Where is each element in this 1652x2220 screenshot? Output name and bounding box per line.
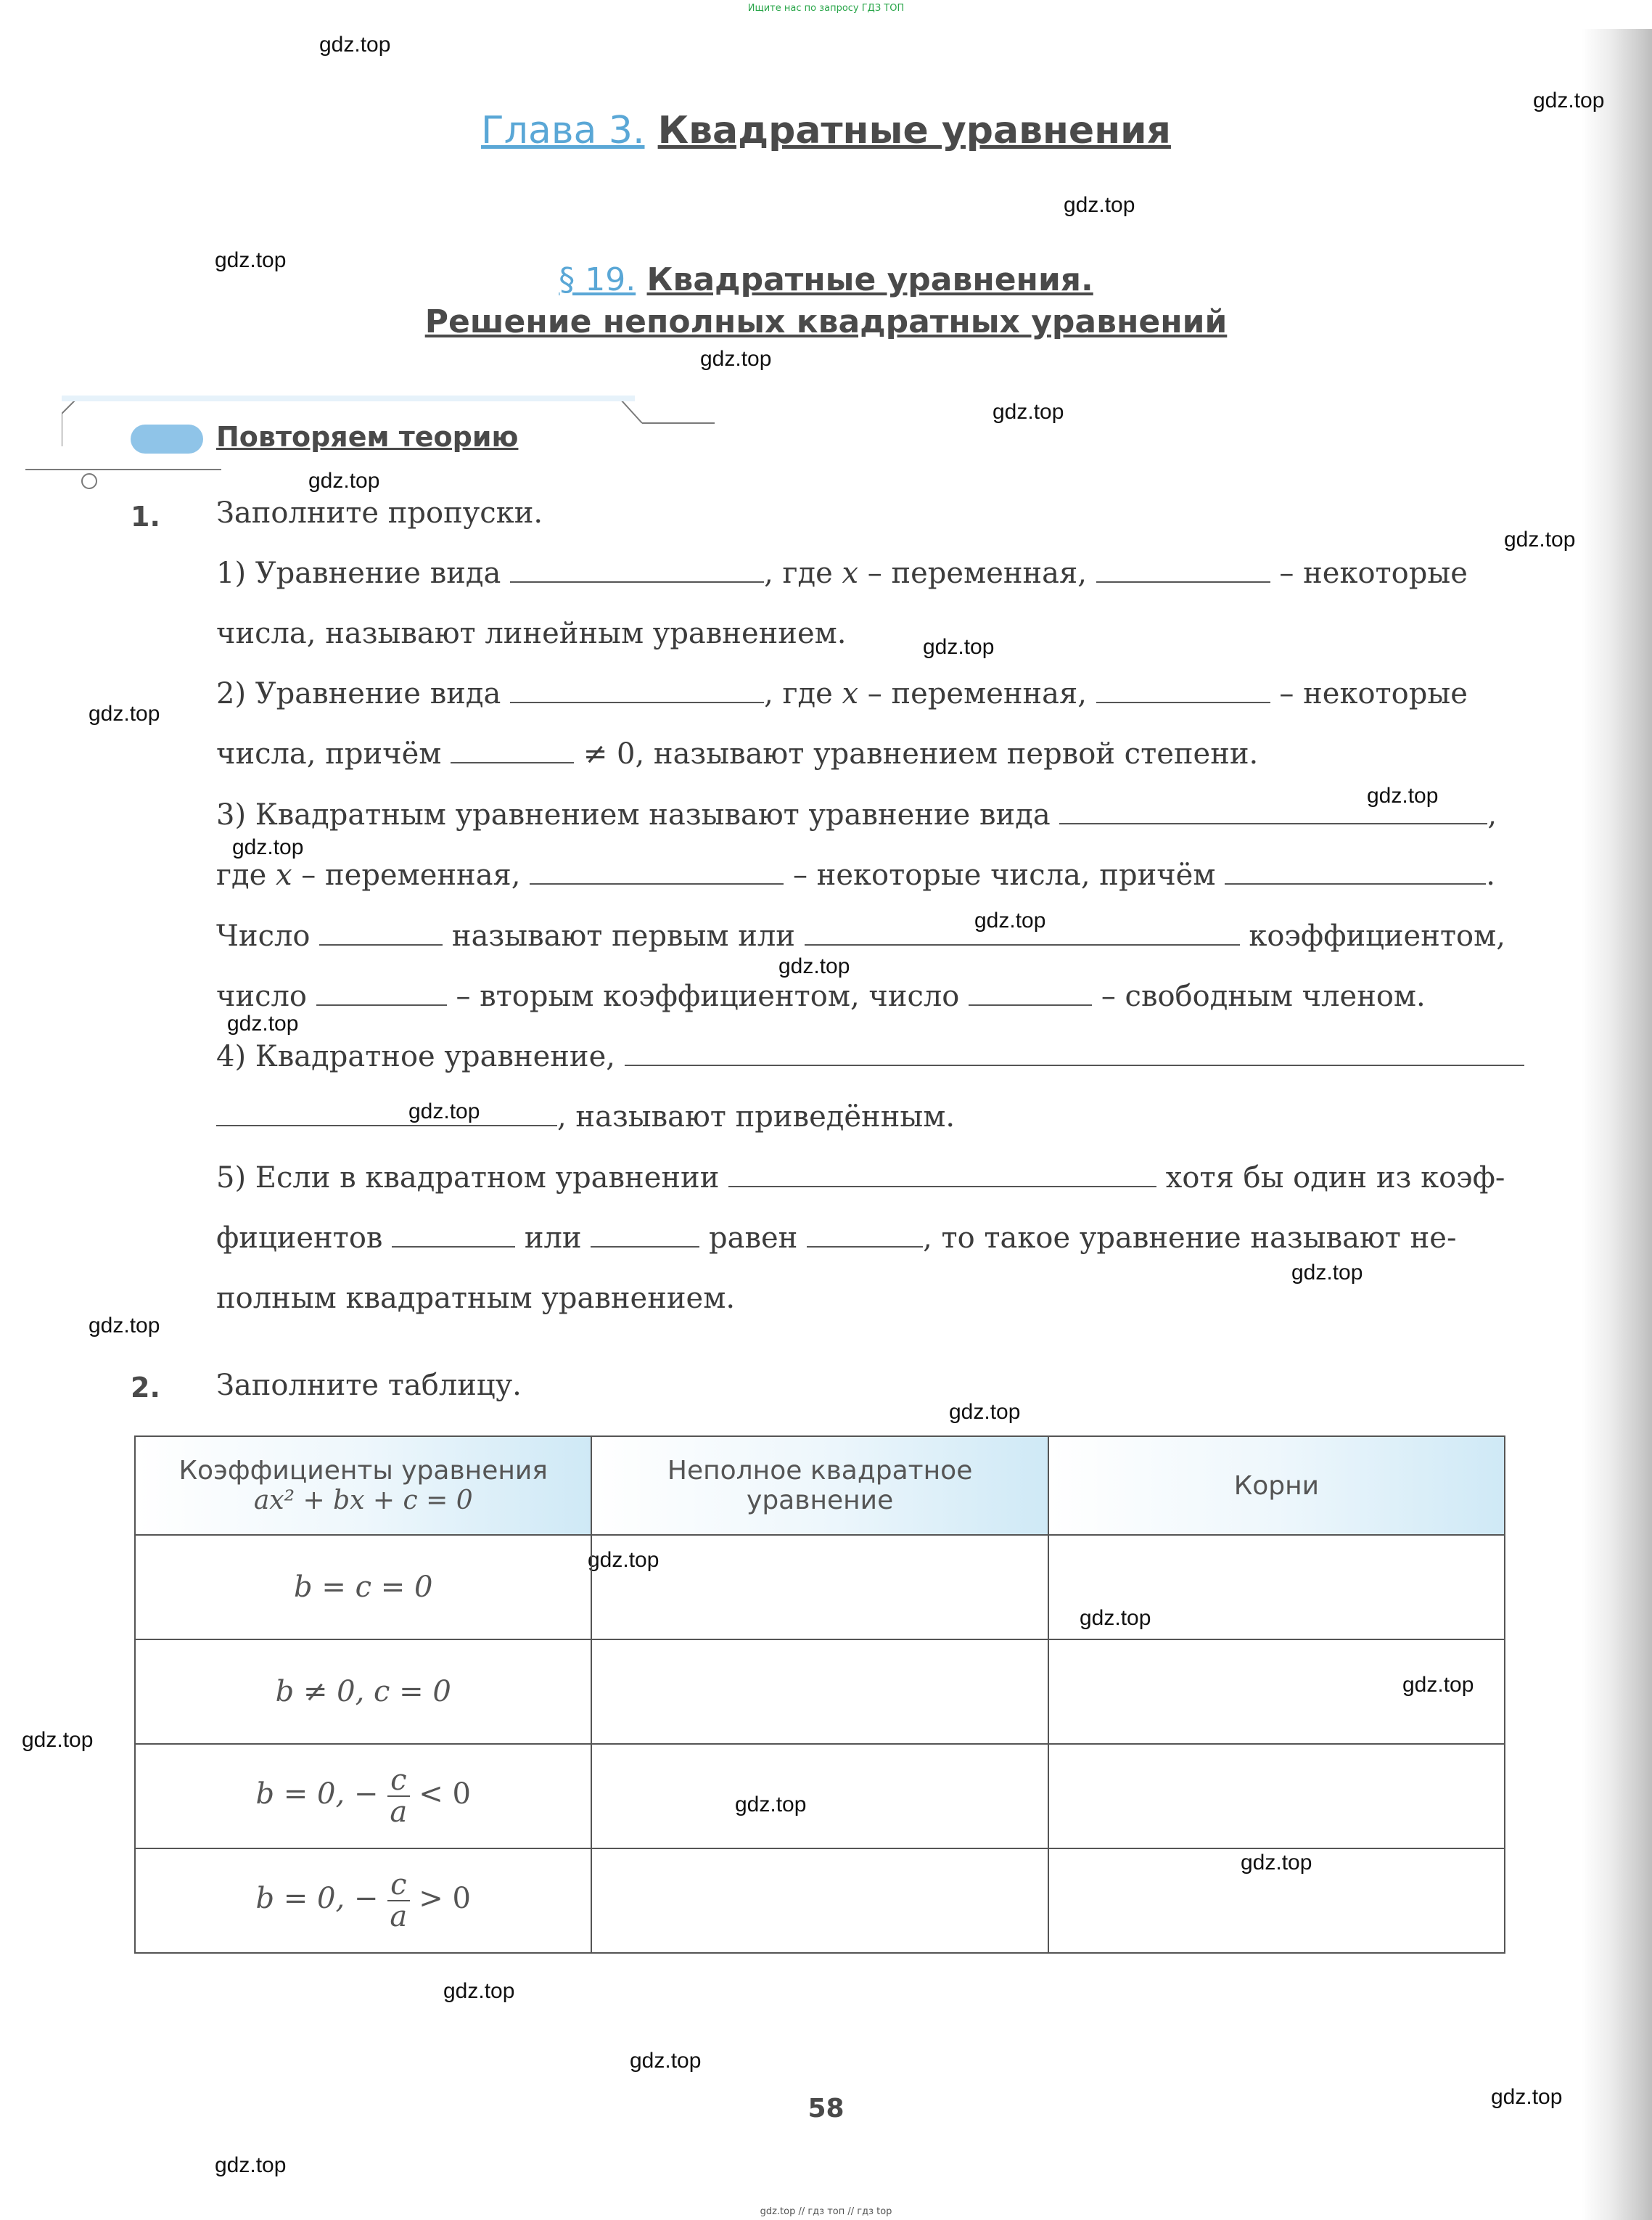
section-heading-line2 <box>0 303 1652 340</box>
table-header-row <box>135 1436 1505 1535</box>
text: равен <box>709 1221 798 1255</box>
roots-cell[interactable] <box>1048 1848 1505 1953</box>
fraction-numerator: c <box>387 1869 409 1901</box>
header-label: Коэффициенты уравнения <box>178 1456 548 1486</box>
text: хотя бы один из коэф- <box>1165 1161 1505 1195</box>
section-heading <box>0 261 1652 298</box>
watermark: gdz.top <box>308 469 380 493</box>
page-number: 58 <box>807 2094 845 2123</box>
condition-cell <box>135 1744 591 1848</box>
text: число <box>216 980 307 1013</box>
blank-field[interactable] <box>807 1245 923 1248</box>
text: 3) Квадратным уравнением называют уравнение вида <box>216 798 1051 832</box>
condition-text: b ≠ 0, c = 0 <box>275 1675 451 1708</box>
task1-line3 <box>216 677 1468 710</box>
answer-cell[interactable] <box>591 1535 1048 1639</box>
text: 5) Если в квадратном уравнении <box>216 1161 720 1195</box>
section-title-line1: Квадратные уравнения. <box>646 261 1093 298</box>
task1-number: 1. <box>131 501 160 533</box>
watermark: gdz.top <box>949 1400 1021 1424</box>
watermark: gdz.top <box>443 1979 515 2003</box>
header-coefficients <box>135 1436 591 1535</box>
chapter-number: Глава 3. <box>481 109 645 152</box>
condition-cell <box>135 1535 591 1639</box>
task1-line8 <box>216 980 1426 1013</box>
fraction-numerator: c <box>387 1765 409 1797</box>
header-incomplete-equation <box>591 1436 1048 1535</box>
watermark: gdz.top <box>89 702 160 726</box>
text: , <box>1487 798 1497 832</box>
table-row <box>135 1848 1505 1953</box>
task1-line1 <box>216 557 1468 590</box>
section-number: § 19. <box>559 261 636 298</box>
watermark: gdz.top <box>215 248 287 272</box>
text: где <box>216 859 267 892</box>
answer-cell[interactable] <box>591 1744 1048 1848</box>
blank-field[interactable] <box>510 701 764 703</box>
condition-text: b = 0, − <box>255 1777 379 1811</box>
watermark: gdz.top <box>1291 1261 1363 1285</box>
theory-bar-circle-decoration <box>25 468 221 490</box>
bottom-note: gdz.top // гдз топ // гдз top <box>760 2206 892 2217</box>
text: – переменная, <box>867 557 1087 590</box>
blank-field[interactable] <box>530 882 784 885</box>
text: – переменная, <box>867 677 1087 710</box>
watermark: gdz.top <box>993 400 1064 424</box>
header-label: уравнение <box>747 1486 894 1515</box>
header-roots: Корни <box>1048 1436 1505 1535</box>
variable-x: x <box>842 677 859 710</box>
text: ≠ 0, называют уравнением первой степени. <box>583 737 1259 771</box>
watermark: gdz.top <box>89 1314 160 1338</box>
text: 1) Уравнение вида <box>216 557 501 590</box>
answer-cell[interactable] <box>591 1639 1048 1744</box>
text: – некоторые числа, причём <box>792 859 1216 892</box>
roots-cell[interactable] <box>1048 1639 1505 1744</box>
text: числа, причём <box>216 737 442 771</box>
blank-field[interactable] <box>451 761 574 763</box>
watermark: gdz.top <box>700 347 772 371</box>
text: . <box>1486 859 1495 892</box>
condition-text: < 0 <box>419 1777 471 1811</box>
blank-field[interactable] <box>1059 822 1487 824</box>
watermark: gdz.top <box>630 2049 702 2073</box>
task1-line2: числа, называют линейным уравнением. <box>216 617 847 650</box>
task1-line10 <box>216 1100 955 1134</box>
fraction <box>387 1869 409 1932</box>
task2-intro: Заполните таблицу. <box>216 1369 522 1402</box>
header-equation: ax² + bx + c = 0 <box>253 1486 473 1515</box>
table-row <box>135 1744 1505 1848</box>
watermark: gdz.top <box>1504 528 1576 552</box>
watermark: gdz.top <box>319 33 391 57</box>
text: или <box>524 1221 582 1255</box>
condition-text: b = c = 0 <box>294 1570 433 1604</box>
chapter-heading <box>0 109 1652 152</box>
condition-text: b = 0, − <box>255 1882 379 1915</box>
blank-field[interactable] <box>591 1245 699 1248</box>
watermark: gdz.top <box>1367 784 1439 808</box>
text: , называют приведённым. <box>557 1100 956 1134</box>
roots-cell[interactable] <box>1048 1535 1505 1639</box>
text: – вторым коэффициентом, число <box>456 980 960 1013</box>
condition-text: > 0 <box>419 1882 471 1915</box>
task2-number: 2. <box>131 1372 160 1404</box>
task1-line5 <box>216 798 1497 832</box>
watermark: gdz.top <box>974 909 1046 933</box>
roots-cell[interactable] <box>1048 1744 1505 1848</box>
watermark: gdz.top <box>1241 1851 1312 1875</box>
watermark: gdz.top <box>1533 89 1605 112</box>
blank-field[interactable] <box>1096 701 1270 703</box>
blank-field[interactable] <box>625 1064 1524 1066</box>
task1-line11 <box>216 1161 1505 1195</box>
task1-line9 <box>216 1040 1524 1073</box>
theory-pill-icon <box>131 425 203 454</box>
watermark: gdz.top <box>778 954 850 978</box>
blank-field[interactable] <box>1225 882 1486 885</box>
text: , то такое уравнение называют не- <box>923 1221 1457 1255</box>
task1-line4 <box>216 737 1258 771</box>
page-edge-shadow <box>1582 29 1652 2220</box>
text: 4) Квадратное уравнение, <box>216 1040 615 1073</box>
text: Число <box>216 919 311 953</box>
blank-field[interactable] <box>510 581 764 583</box>
text: – некоторые <box>1279 557 1468 590</box>
blank-field[interactable] <box>969 1004 1092 1006</box>
text: 2) Уравнение вида <box>216 677 501 710</box>
text: коэффициентом, <box>1249 919 1505 953</box>
watermark: gdz.top <box>1402 1673 1474 1697</box>
blank-field[interactable] <box>319 943 443 946</box>
blank-field[interactable] <box>216 1124 557 1126</box>
text: , где <box>764 677 833 710</box>
header-label: Неполное квадратное <box>667 1456 973 1486</box>
watermark: gdz.top <box>232 835 304 859</box>
watermark: gdz.top <box>227 1012 299 1036</box>
task1-line7 <box>216 919 1505 953</box>
text: , где <box>764 557 833 590</box>
watermark: gdz.top <box>588 1548 659 1572</box>
section-title-line2: Решение неполных квадратных уравнений <box>424 303 1228 340</box>
table-row <box>135 1535 1505 1639</box>
fill-table <box>134 1435 1505 1954</box>
condition-cell <box>135 1639 591 1744</box>
blank-field[interactable] <box>1096 581 1270 583</box>
watermark: gdz.top <box>408 1099 480 1123</box>
watermark: gdz.top <box>22 1728 94 1752</box>
text: – некоторые <box>1279 677 1468 710</box>
fraction-denominator: a <box>390 1900 408 1933</box>
fraction-denominator: a <box>390 1795 408 1829</box>
watermark: gdz.top <box>1080 1606 1151 1630</box>
variable-x: x <box>842 557 859 590</box>
blank-field[interactable] <box>728 1185 1156 1187</box>
theory-title: Повторяем теорию <box>216 421 519 453</box>
watermark: gdz.top <box>1064 193 1135 217</box>
variable-x: x <box>275 859 292 892</box>
task1-line6 <box>216 859 1495 892</box>
fraction <box>387 1765 409 1827</box>
task1-intro: Заполните пропуски. <box>216 496 543 530</box>
task1-line13: полным квадратным уравнением. <box>216 1282 736 1315</box>
watermark: gdz.top <box>735 1793 807 1816</box>
watermark: gdz.top <box>923 635 995 659</box>
text: называют первым или <box>451 919 795 953</box>
watermark: gdz.top <box>215 2153 287 2177</box>
chapter-title: Квадратные уравнения <box>657 109 1171 152</box>
table-row <box>135 1639 1505 1744</box>
text: – свободным членом. <box>1101 980 1426 1013</box>
blank-field[interactable] <box>392 1245 515 1248</box>
text: – переменная, <box>301 859 521 892</box>
condition-cell <box>135 1848 591 1953</box>
blank-field[interactable] <box>805 943 1240 946</box>
task1-line12 <box>216 1221 1456 1255</box>
text: фициентов <box>216 1221 383 1255</box>
watermark: gdz.top <box>1491 2085 1563 2109</box>
top-note: Ищите нас по запросу ГДЗ ТОП <box>747 3 905 14</box>
answer-cell[interactable] <box>591 1848 1048 1953</box>
blank-field[interactable] <box>316 1004 447 1006</box>
